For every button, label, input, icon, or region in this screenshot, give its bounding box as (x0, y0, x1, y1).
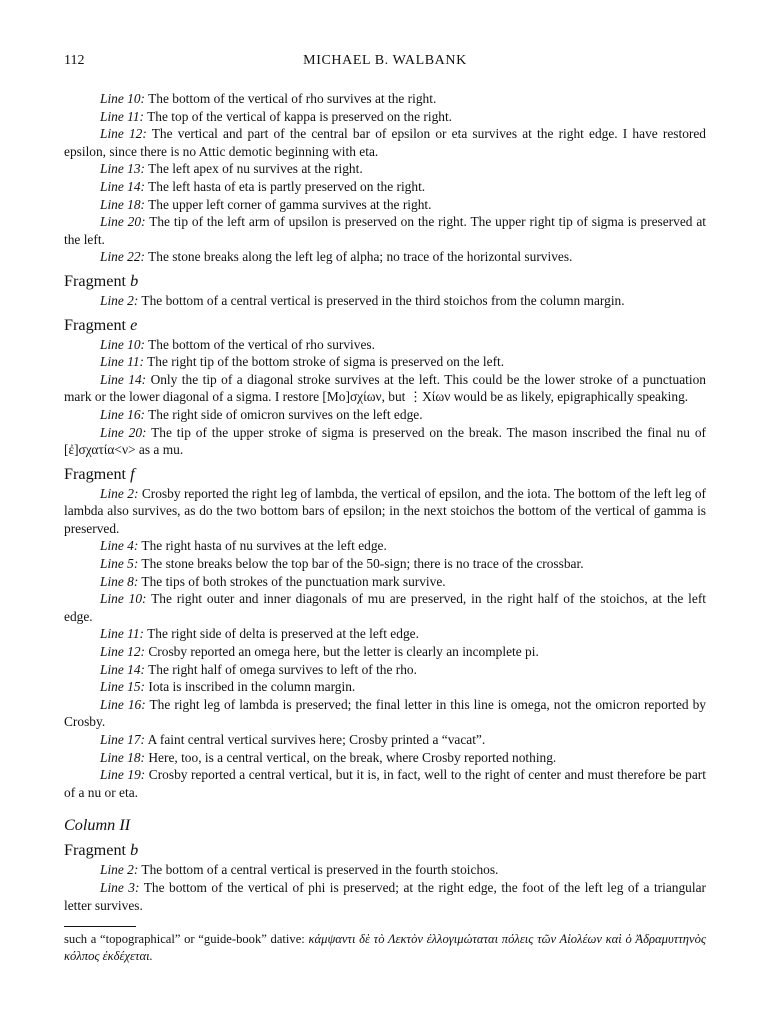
footnote (64, 931, 706, 965)
line-note (64, 678, 706, 696)
line-note (64, 125, 706, 160)
note-text: The right leg of lambda is preserved; the final letter in this line is omega, not the omicron reported by Crosby. (64, 696, 707, 730)
line-note (64, 160, 706, 178)
column-heading: Column II (64, 816, 131, 835)
line-reference: Line 11: (100, 354, 145, 370)
line-reference: Line 12: (100, 644, 146, 660)
page-number: 112 (64, 53, 85, 68)
note-text: The vertical and part of the central bar of epsilon or eta survives at the right edge. I have restored epsilon, since there is no Attic demotic beginning with eta. (64, 126, 706, 159)
note-text: The right tip of the bottom stroke of sigma is preserved on the left. (147, 354, 505, 370)
fragment-letter: b (130, 271, 139, 290)
note-text: A faint central vertical survives here; Crosby printed a “vacat”. (147, 732, 486, 747)
line-note (64, 90, 706, 108)
fragment-word: Fragment (64, 841, 127, 860)
line-note (64, 178, 706, 196)
line-note (64, 555, 706, 573)
note-text: The tip of the upper stroke of sigma is preserved on the break. The mason inscribed the final nu of [ἐ]σχατία<ν> as a mu. (64, 424, 706, 458)
line-reference: Line 14: (100, 178, 146, 194)
line-note (64, 108, 706, 126)
fragment-letter: f (130, 464, 135, 483)
line-reference: Line 16: (100, 696, 146, 712)
fragment-word: Fragment (64, 315, 127, 334)
line-reference: Line 2: (100, 292, 139, 308)
line-reference: Line 13: (100, 161, 146, 177)
note-text: The stone breaks along the left leg of alpha; no trace of the horizontal survives. (148, 249, 573, 265)
note-text: The stone breaks below the top bar of the 50-sign; there is no trace of the crossbar. (141, 556, 584, 572)
note-text: The right side of delta is preserved at the left edge. (147, 626, 419, 642)
note-text: The bottom of the vertical of rho survives at the right. (148, 91, 437, 106)
note-text: Crosby reported the right leg of lambda, the vertical of epsilon, and the iota. The bottom of the left leg of lambda also survives, as do the two bottom bars of epsilon; in the next stoichos the bottom of the vertical of gamma is preserved. (64, 485, 706, 536)
note-text: The right hasta of nu survives at the left edge. (141, 538, 387, 554)
line-note (64, 485, 706, 538)
column2-notes (64, 861, 706, 914)
line-reference: Line 2: (100, 862, 139, 878)
running-head: MICHAEL B. WALBANK (303, 53, 467, 68)
line-note (64, 661, 706, 679)
note-text: The right outer and inner diagonals of mu are preserved, in the right half of the stoichos, at the left edge. (64, 591, 707, 624)
line-note (64, 537, 706, 555)
line-note (64, 766, 706, 801)
line-reference: Line 10: (100, 336, 146, 352)
note-text: The left hasta of eta is partly preserved on the right. (148, 178, 426, 194)
line-reference: Line 16: (100, 406, 146, 422)
line-reference: Line 18: (100, 749, 146, 765)
note-text: Here, too, is a central vertical, on the break, where Crosby reported nothing. (148, 749, 557, 765)
line-note (64, 424, 706, 459)
line-note (64, 292, 706, 310)
note-text: The top of the vertical of kappa is preserved on the right. (147, 108, 453, 124)
footnote-greek: κάμψαντι δὲ τὸ Λεκτὸν ἐλλογιμώταται πόλεις τῶν Αἰολέων καὶ ὁ Ἀδραμυττηνὸς κόλπος ἐκδέχεται. (64, 932, 706, 964)
line-reference: Line 11: (100, 626, 145, 642)
line-note (64, 573, 706, 591)
page (64, 52, 706, 965)
line-reference: Line 22: (100, 249, 146, 265)
line-note (64, 353, 706, 371)
line-note (64, 590, 706, 625)
line-reference: Line 5: (100, 556, 139, 572)
line-reference: Line 10: (100, 91, 146, 106)
line-note (64, 879, 706, 914)
note-text: Crosby reported a central vertical, but it is, in fact, well to the right of center and must therefore be part of a nu or eta. (64, 767, 706, 800)
note-text: Only the tip of a diagonal stroke survives at the left. This could be the lower stroke of a punctuation mark or the lower diagonal of a sigma. I restore [Μο]σχίων, but ⋮Χίων would be as likely, epigraphically speaking. (64, 371, 706, 405)
note-text: The bottom of a central vertical is preserved in the fourth stoichos. (141, 862, 499, 878)
line-note (64, 406, 706, 424)
note-text: Iota is inscribed in the column margin. (148, 679, 356, 695)
line-reference: Line 12: (100, 126, 147, 142)
line-reference: Line 4: (100, 538, 139, 554)
line-note (64, 336, 706, 354)
line-reference: Line 20: (100, 424, 147, 440)
page-header (64, 52, 706, 74)
note-text: Crosby reported an omega here, but the letter is clearly an incomplete pi. (148, 644, 539, 660)
fragment-heading (64, 315, 706, 335)
note-text: The tip of the left arm of upsilon is preserved on the right. The upper right tip of sigma is preserved at the left. (64, 214, 706, 247)
line-note (64, 696, 706, 731)
line-note (64, 749, 706, 767)
note-text: The left apex of nu survives at the right. (148, 161, 363, 177)
fragment-letter: b (130, 841, 139, 860)
line-reference: Line 18: (100, 196, 146, 212)
note-text: The tips of both strokes of the punctuation mark survive. (141, 573, 446, 589)
fragment-word: Fragment (64, 464, 127, 483)
note-text: The bottom of the vertical of rho survives. (148, 336, 375, 352)
line-reference: Line 14: (100, 371, 147, 387)
fragment-heading (64, 464, 706, 484)
line-reference: Line 17: (100, 732, 146, 747)
note-text: The right side of omicron survives on the left edge. (148, 406, 423, 422)
fragment-heading (64, 840, 706, 860)
line-note (64, 248, 706, 266)
line-note (64, 213, 706, 248)
note-text: The bottom of a central vertical is preserved in the third stoichos from the column margin. (141, 292, 625, 308)
line-reference: Line 11: (100, 108, 145, 124)
footnote-rule (64, 926, 136, 927)
fragment-heading (64, 271, 706, 291)
line-reference: Line 14: (100, 661, 146, 677)
note-text: The upper left corner of gamma survives at the right. (148, 196, 432, 212)
note-text: The right half of omega survives to left of the rho. (148, 661, 417, 677)
footnote-lead: such a “topographical” or “guide-book” dative: (64, 932, 305, 947)
line-reference: Line 10: (100, 591, 147, 607)
line-reference: Line 2: (100, 485, 139, 501)
fragment-letter: e (130, 315, 138, 334)
line-note (64, 643, 706, 661)
line-reference: Line 19: (100, 767, 146, 783)
line-note (64, 371, 706, 406)
line-note (64, 196, 706, 214)
fragment-word: Fragment (64, 271, 127, 290)
commentary-body (64, 90, 706, 801)
line-reference: Line 20: (100, 214, 146, 230)
line-note (64, 731, 706, 749)
line-reference: Line 8: (100, 573, 139, 589)
line-note (64, 861, 706, 879)
line-reference: Line 3: (100, 879, 140, 895)
note-text: The bottom of the vertical of phi is preserved; at the right edge, the foot of the left leg of a triangular letter survives. (64, 879, 707, 913)
line-reference: Line 15: (100, 679, 146, 695)
line-note (64, 625, 706, 643)
